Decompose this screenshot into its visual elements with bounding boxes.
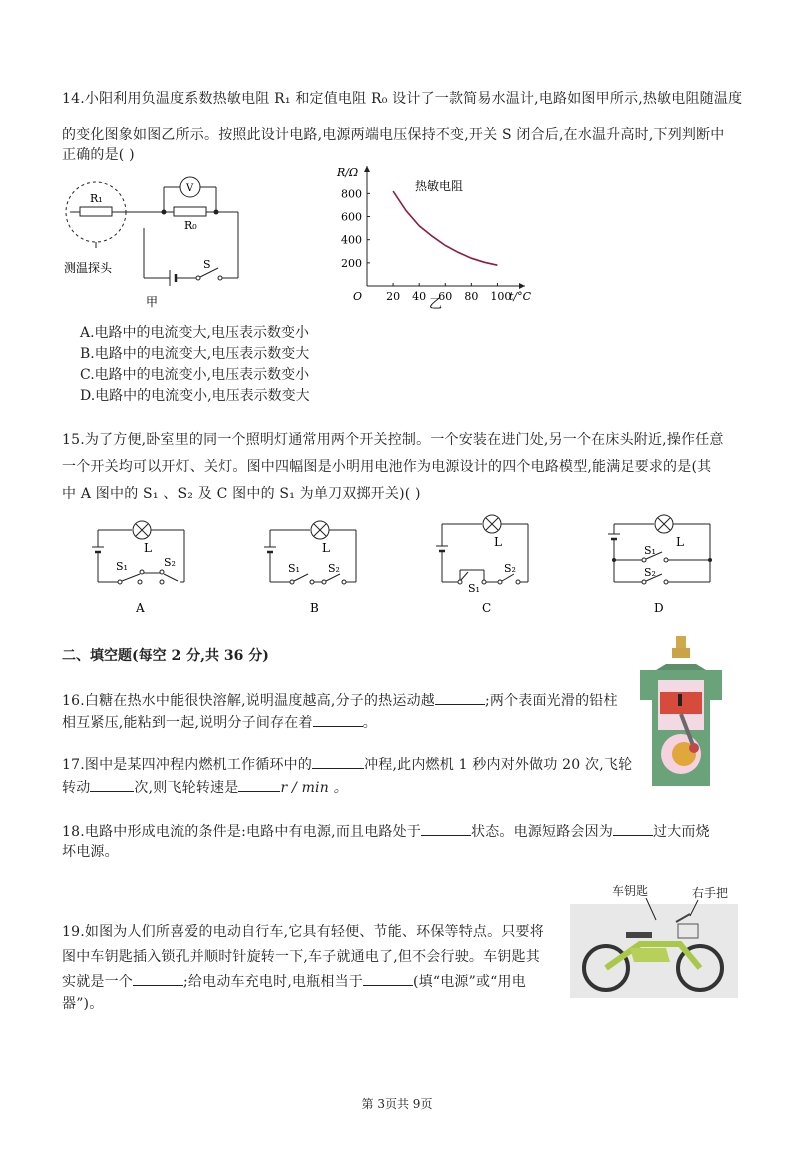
label-jia: 甲 xyxy=(146,295,159,309)
curve-series xyxy=(393,191,497,265)
engine-image xyxy=(636,636,728,796)
y-tick-label-400: 400 xyxy=(341,233,362,247)
q14-option-d[interactable]: D.电路中的电流变小,电压表示数变大 xyxy=(80,388,310,404)
label-s: S xyxy=(203,258,211,271)
q17-blank2[interactable] xyxy=(90,777,134,792)
r0-resistor xyxy=(174,207,206,216)
circuit-a[interactable] xyxy=(90,510,200,618)
circuit-jia xyxy=(60,172,250,312)
x-tick-label-100: 100 xyxy=(490,290,512,303)
circuit-c[interactable] xyxy=(434,506,544,618)
label-handle: 右手把 xyxy=(692,886,729,900)
q19-line4: 器”)。 xyxy=(62,996,104,1012)
page-footer: 第 3页共 9页 xyxy=(361,1097,433,1111)
label-s1: S₁ xyxy=(644,544,656,557)
q19-blank1[interactable] xyxy=(133,971,183,986)
q14-line3: 正确的是( ) xyxy=(62,147,135,163)
q16-line1: 16.白糖在热水中能很快溶解,说明温度越高,分子的热运动越 ;两个表面光滑的铅柱 xyxy=(62,690,618,710)
circuit-b[interactable] xyxy=(262,510,372,618)
section-heading: 二、填空题(每空 2 分,共 36 分) xyxy=(62,648,269,664)
label-r1: R₁ xyxy=(90,192,103,205)
q14-option-b[interactable]: B.电路中的电流变大,电压表示数变大 xyxy=(80,346,310,362)
y-axis-arrow xyxy=(364,166,370,172)
y-tick-label-600: 600 xyxy=(341,210,362,224)
x-axis-arrow xyxy=(519,283,525,289)
chart-yi xyxy=(325,160,545,310)
x-tick-label-60: 60 xyxy=(438,290,453,303)
label-s1: S₁ xyxy=(288,562,300,575)
q18-blank2[interactable] xyxy=(613,821,653,836)
q19-blank2[interactable] xyxy=(363,971,413,986)
x-tick-label-80: 80 xyxy=(464,290,479,303)
label-r0: R₀ xyxy=(184,219,197,232)
label-c: C xyxy=(482,601,492,615)
label-a: A xyxy=(136,601,145,615)
q19-line3: 实就是一个 ;给电动车充电时,电瓶相当于 (填“电源”或“用电 xyxy=(62,971,526,991)
q14-option-a[interactable]: A.电路中的电流变大,电压表示数变小 xyxy=(80,325,310,341)
q14-line1: 14.小阳利用负温度系数热敏电阻 R₁ 和定值电阻 R₀ 设计了一款简易水温计,电路如图甲所示,热敏电阻随温度 xyxy=(62,91,743,107)
q16-line2: 相互紧压,能粘到一起,说明分子间存在着 。 xyxy=(62,712,377,732)
y-axis-label: R/Ω xyxy=(337,166,359,179)
q19-line2: 图中车钥匙插入锁孔并顺时针旋转一下,车子就通电了,但不会行驶。车钥匙其 xyxy=(62,949,540,965)
q19-line1: 19.如图为人们所喜爱的电动自行车,它具有轻便、节能、环保等特点。只要将 xyxy=(62,924,544,940)
label-probe: 测温探头 xyxy=(64,261,113,275)
label-l: L xyxy=(322,541,330,555)
q18-blank1[interactable] xyxy=(421,821,471,836)
label-l: L xyxy=(144,541,152,555)
q18-line2: 坏电源。 xyxy=(62,844,119,860)
pointer-lines xyxy=(640,896,710,926)
q17-blank1[interactable] xyxy=(312,754,364,769)
label-b: B xyxy=(310,601,319,615)
label-s2: S₂ xyxy=(644,566,656,579)
label-v: V xyxy=(186,183,194,194)
q17-line2: 转动 次,则飞轮转速是 r / min 。 xyxy=(62,777,348,797)
q14-line2: 的变化图象如图乙所示。按照此设计电路,电源两端电压保持不变,开关 S 闭合后,在水温升高时,下列判断中 xyxy=(62,127,725,143)
y-tick-label-200: 200 xyxy=(341,256,362,270)
q17-blank3[interactable] xyxy=(238,777,280,792)
origin-label: O xyxy=(353,290,363,303)
label-key: 车钥匙 xyxy=(612,884,649,898)
label-l: L xyxy=(676,535,684,549)
chart-title: 热敏电阻 xyxy=(415,179,464,193)
label-l: L xyxy=(494,535,502,549)
q15-line3: 中 A 图中的 S₁ 、S₂ 及 C 图中的 S₁ 为单刀双掷开关)( ) xyxy=(62,486,421,502)
q16-blank2[interactable] xyxy=(313,712,363,727)
q18-line1: 18.电路中形成电流的条件是:电路中有电源,而且电路处于 状态。电源短路会因为 过大而烧 xyxy=(62,821,710,841)
circuit-d[interactable] xyxy=(606,510,716,618)
q17-line1: 17.图中是某四冲程内燃机工作循环中的 冲程,此内燃机 1 秒内对外做功 20 次,飞轮 xyxy=(62,754,632,774)
q15-line2: 一个开关均可以开灯、关灯。图中四幅图是小明用电池作为电源设计的四个电路模型,能满足要求的是(其 xyxy=(62,459,712,475)
y-tick-label-800: 800 xyxy=(341,187,362,201)
x-axis-label: t/°C xyxy=(509,290,532,303)
label-s2: S₂ xyxy=(328,562,340,575)
x-tick-label-20: 20 xyxy=(386,290,401,303)
chart-caption: 乙 xyxy=(429,297,443,310)
x-tick-label-40: 40 xyxy=(412,290,427,303)
q14-option-c[interactable]: C.电路中的电流变小,电压表示数变小 xyxy=(80,367,310,383)
label-s2: S₂ xyxy=(164,556,176,569)
label-s2: S₂ xyxy=(504,562,516,575)
label-s1: S₁ xyxy=(116,560,128,573)
label-d: D xyxy=(654,601,664,615)
q15-line1: 15.为了方便,卧室里的同一个照明灯通常用两个开关控制。一个安装在进门处,另一个在床头附近,操作任意 xyxy=(62,432,724,448)
r1-resistor xyxy=(80,207,112,216)
q16-blank1[interactable] xyxy=(435,690,485,705)
label-s1: S₁ xyxy=(468,582,480,595)
